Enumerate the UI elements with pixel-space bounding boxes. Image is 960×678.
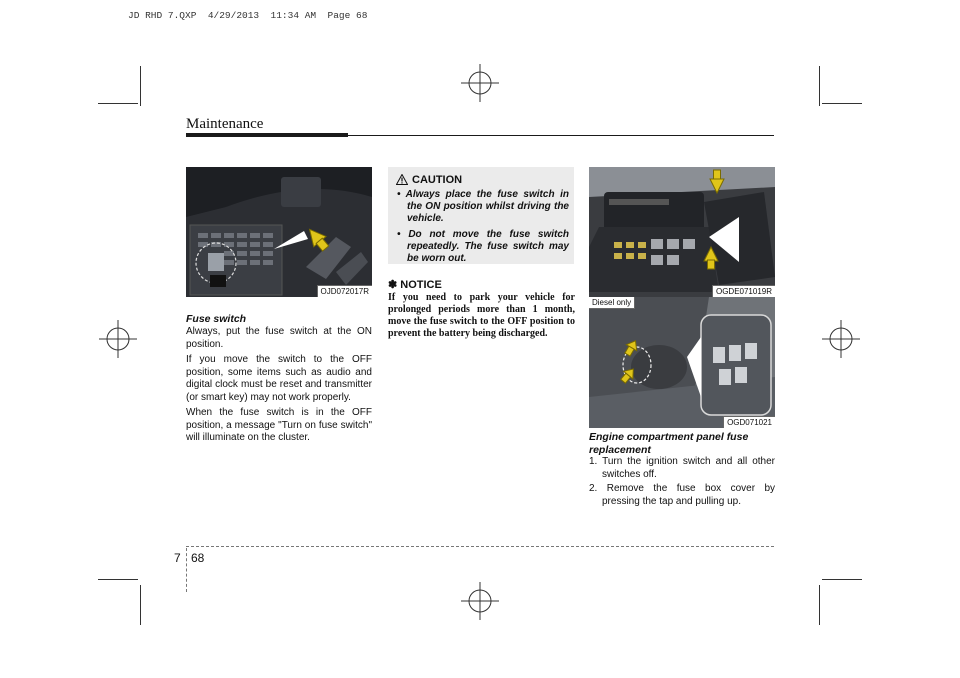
caution-item-text: Always place the fuse switch in the ON position whilst driving the vehicle. (405, 189, 569, 224)
caution-list (397, 189, 569, 269)
crop-mark (98, 103, 138, 104)
steps-list (589, 456, 775, 510)
crop-mark (140, 585, 141, 625)
engine-bay-illustration (589, 167, 775, 297)
fuse-switch-heading: Fuse switch (186, 313, 247, 325)
header-rule-thick (186, 133, 348, 137)
step-item: 2. Remove the fuse box cover by pressing the tap and pulling up. (589, 483, 775, 507)
caution-title: CAUTION (412, 174, 463, 186)
registration-mark-bottom (461, 582, 499, 620)
notice-title: ✽ NOTICE (388, 279, 442, 291)
diesel-bay-illustration (589, 297, 775, 428)
section-title: Maintenance (186, 116, 264, 132)
caution-item: • Always place the fuse switch in the ON position whilst driving the vehicle. (397, 189, 569, 224)
paragraph: If you move the switch to the OFF position, some items such as audio and digital clock must be reset and transmitter (or smart key) may not work properly. (186, 354, 372, 403)
image-label: OGD071021 (723, 416, 775, 428)
crop-mark (140, 66, 141, 106)
print-header: JD RHD 7.QXP 4/29/2013 11:34 AM Page 68 (128, 10, 368, 21)
paragraph: Always, put the fuse switch at the ON position. (186, 326, 372, 350)
registration-mark-right (822, 320, 860, 358)
fuse-panel-photo (186, 167, 372, 297)
header-rule (348, 135, 774, 136)
footer-separator (186, 548, 187, 592)
engine-fuse-box-photo (589, 167, 775, 297)
warning-triangle-icon (396, 174, 408, 185)
step-item: 1. Turn the ignition switch and all other switches off. (589, 456, 775, 480)
caution-box (388, 167, 574, 264)
image-label: OJD072017R (317, 285, 372, 297)
caution-item-text: Do not move the fuse switch repeatedly. The fuse switch may be worn out. (407, 229, 570, 264)
paragraph: When the fuse switch is in the OFF position, a message "Turn on fuse switch" will illuminate on the cluster. (186, 407, 372, 443)
chapter-number: 7 (174, 551, 181, 565)
engine-fuse-heading: Engine compartment panel fuse replacement (589, 431, 749, 456)
crop-mark (822, 103, 862, 104)
fuse-switch-body (186, 326, 372, 445)
crop-mark (98, 579, 138, 580)
diesel-fuse-box-photo (589, 297, 775, 428)
notice-text: If you need to park your vehicle for prolonged periods more than 1 month, move the fuse switch to the OFF position to prevent the battery being discharged. (388, 292, 575, 339)
page-number: 68 (191, 551, 205, 565)
crop-mark (819, 66, 820, 106)
fuse-panel-illustration (186, 167, 372, 297)
footer-rule (186, 546, 774, 547)
caution-item: • Do not move the fuse switch repeatedly. The fuse switch may be worn out. (397, 229, 570, 264)
diesel-only-tag: Diesel only (589, 297, 635, 309)
crop-mark (822, 579, 862, 580)
registration-mark-left (99, 320, 137, 358)
image-label: OGDE071019R (712, 285, 775, 297)
registration-mark-top (461, 64, 499, 102)
crop-mark (819, 585, 820, 625)
